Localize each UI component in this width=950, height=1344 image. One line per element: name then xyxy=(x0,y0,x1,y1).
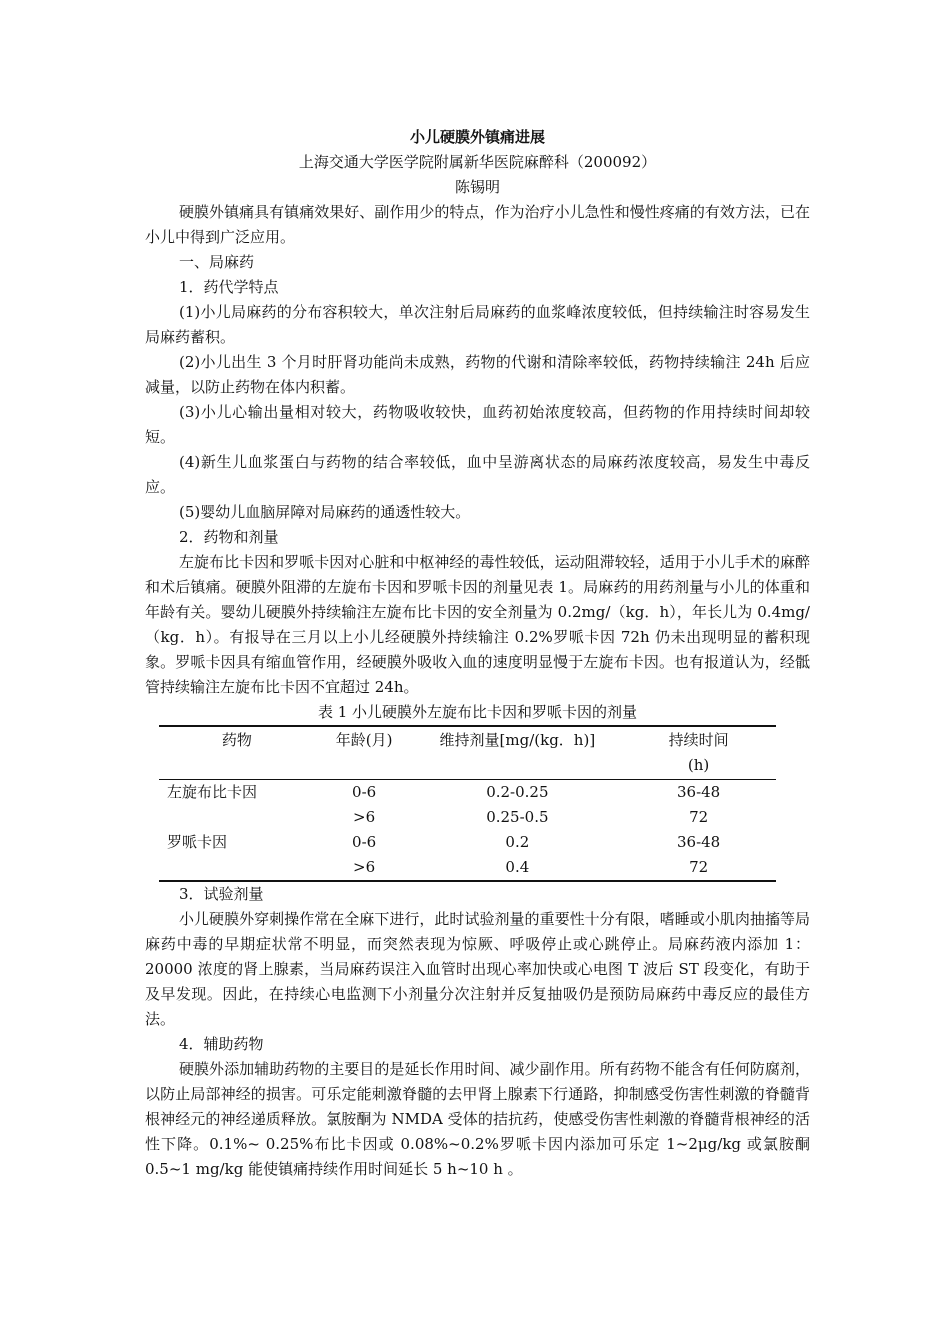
cell-drug xyxy=(159,855,315,881)
dose-paragraph: 左旋布比卡因和罗哌卡因对心脏和中枢神经的毒性较低，运动阻滞较轻，适用于小儿手术的麻醉和术后镇痛。硬膜外阻滞的左旋布卡因和罗哌卡因的剂量见表 1。局麻药的用药剂量与小儿的体重和年龄有关。婴幼儿硬膜外持续输注左旋布比卡因的安全剂量为 0.2mg/（kg．h），年长儿为 0.4mg/（kg．h）。有报导在三月以上小儿经硬膜外持续输注 0.2%罗哌卡因 72h 仍未出现明显的蓄积现象。罗哌卡因具有缩血管作用，经硬膜外吸收入血的速度明显慢于左旋布卡因。也有报道认为，经骶管持续输注左旋布比卡因不宜超过 24h。 xyxy=(145,553,810,696)
cell-age: 0-6 xyxy=(352,833,377,851)
adjuvant-paragraph: 硬膜外添加辅助药物的主要目的是延长作用时间、减少副作用。所有药物不能含有任何防腐剂，以防止局部神经的损害。可乐定能刺激脊髓的去甲肾上腺素下行通路，抑制感受伤害性刺激的脊髓背根神经元的神经递质释放。氯胺酮为 NMDA 受体的拮抗药，使感受伤害性刺激的脊髓背根神经的活性下降。0.1%~ 0.25%布比卡因或 0.08%~0.2%罗哌卡因内添加可乐定 1~2μg/kg 或氯胺酮 0.5~1 mg/kg 能使镇痛持续作用时间延长 5 h~10 h 。 xyxy=(145,1060,810,1178)
header-age: 年龄(月) xyxy=(335,731,393,749)
subheading-pharmacokinetics: 1．药代学特点 xyxy=(179,278,279,296)
table-caption: 表 1 小儿硬膜外左旋布比卡因和罗哌卡因的剂量 xyxy=(317,703,638,721)
subheading-adjuvants: 4．辅助药物 xyxy=(179,1035,264,1053)
header-duration xyxy=(621,726,776,780)
document-page xyxy=(145,124,810,1182)
header-duration-line2: (h) xyxy=(687,756,710,774)
table-row xyxy=(159,805,776,830)
pk-point-2: (2)小儿出生 3 个月时肝肾功能尚未成熟，药物的代谢和清除率较低，药物持续输注 24h 后应减量，以防止药物在体内积蓄。 xyxy=(145,353,810,396)
cell-age: 0-6 xyxy=(352,783,377,801)
header-maintenance-dose: 维持剂量[mg/(kg．h)] xyxy=(439,731,596,749)
cell-drug: 左旋布比卡因 xyxy=(167,783,258,801)
cell-duration: 36-48 xyxy=(676,833,721,851)
pk-point-5: (5)婴幼儿血脑屏障对局麻药的通透性较大。 xyxy=(179,503,471,521)
header-duration-line1: 持续时间 xyxy=(668,731,729,749)
intro-paragraph: 硬膜外镇痛具有镇痛效果好、副作用少的特点，作为治疗小儿急性和慢性疼痛的有效方法，已在小儿中得到广泛应用。 xyxy=(145,203,810,246)
affiliation: 上海交通大学医学院附属新华医院麻醉科（200092） xyxy=(298,153,657,171)
table-row xyxy=(159,830,776,855)
cell-dose: 0.2-0.25 xyxy=(486,783,549,801)
pk-point-4: (4)新生儿血浆蛋白与药物的结合率较低，血中呈游离状态的局麻药浓度较高，易发生中毒反应。 xyxy=(145,453,810,496)
table-row xyxy=(159,855,776,881)
pk-point-3: (3)小儿心输出量相对较大，药物吸收较快，血药初始浓度较高，但药物的作用持续时间却较短。 xyxy=(145,403,810,446)
cell-duration: 72 xyxy=(689,808,709,826)
table-header-row xyxy=(159,726,776,780)
paper-title: 小儿硬膜外镇痛进展 xyxy=(409,128,545,146)
test-dose-paragraph: 小儿硬膜外穿刺操作常在全麻下进行，此时试验剂量的重要性十分有限，嗜睡或小肌肉抽搐等局麻药中毒的早期症状常不明显，而突然表现为惊厥、呼吸停止或心跳停止。局麻药液内添加 1：20000 浓度的肾上腺素，当局麻药误注入血管时出现心率加快或心电图 T 波后 ST 段变化，有助于及早发现。因此，在持续心电监测下小剂量分次注射并反复抽吸仍是预防局麻药中毒反应的最佳方法。 xyxy=(145,910,810,1028)
dose-table xyxy=(159,725,776,882)
cell-dose: 0.25-0.5 xyxy=(486,808,549,826)
section-heading-local-anesthetics: 一、局麻药 xyxy=(179,253,255,271)
subheading-test-dose: 3．试验剂量 xyxy=(179,885,264,903)
cell-duration: 72 xyxy=(689,858,709,876)
cell-age: >6 xyxy=(353,858,376,876)
author: 陈锡明 xyxy=(454,178,500,196)
header-drug: 药物 xyxy=(221,731,252,749)
cell-drug xyxy=(159,805,315,830)
cell-dose: 0.2 xyxy=(505,833,530,851)
cell-age: >6 xyxy=(353,808,376,826)
cell-drug: 罗哌卡因 xyxy=(167,833,228,851)
pk-point-1: (1)小儿局麻药的分布容积较大，单次注射后局麻药的血浆峰浓度较低，但持续输注时容易发生局麻药蓄积。 xyxy=(145,303,810,346)
subheading-drugs-and-dose: 2．药物和剂量 xyxy=(179,528,279,546)
cell-dose: 0.4 xyxy=(505,858,530,876)
cell-duration: 36-48 xyxy=(676,783,721,801)
table-row xyxy=(159,780,776,806)
